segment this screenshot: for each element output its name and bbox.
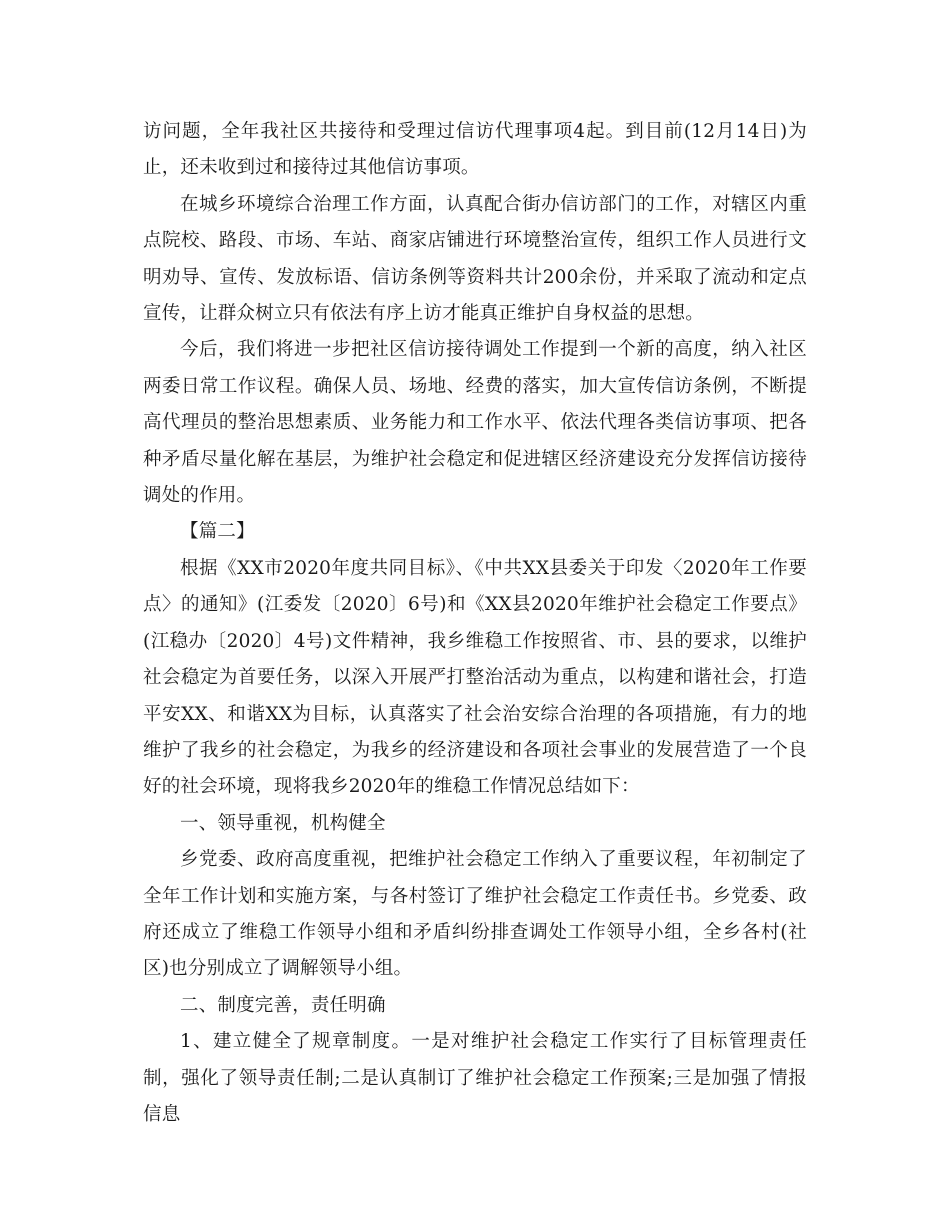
subheading-1: 一、领导重视，机构健全 bbox=[180, 812, 386, 834]
paragraph-2: 在城乡环境综合治理工作方面，认真配合街办信访部门的工作，对辖区内重点院校、路段、市场、车站、商家店铺进行环境整治宣传，组织工作人员进行文明劝导、宣传、发放标语、信访条例等资料共计200余份，并采取了流动和定点宣传，让群众树立只有依法有序上访才能真正维护自身权益的思想。 bbox=[143, 193, 807, 325]
subheading-2: 二、制度完善，责任明确 bbox=[180, 994, 386, 1016]
paragraph-5: 乡党委、政府高度重视，把维护社会稳定工作纳入了重要议程，年初制定了全年工作计划和实施方案，与各村签订了维护社会稳定工作责任书。乡党委、政府还成立了维稳工作领导小组和矛盾纠纷排查调处工作领导小组，全乡各村(社区)也分别成立了调解领导小组。 bbox=[143, 849, 807, 980]
paragraph-3: 今后，我们将进一步把社区信访接待调处工作提到一个新的高度，纳入社区两委日常工作议程。确保人员、场地、经费的落实，加大宣传信访条例，不断提高代理员的整治思想素质、业务能力和工作水平、依法代理各类信访事项、把各种矛盾尽量化解在基层，为维护社会稳定和促进辖区经济建设充分发挥信访接待调处的作用。 bbox=[143, 339, 807, 507]
section-heading-part-two: 【篇二】 bbox=[180, 521, 255, 543]
document-body bbox=[143, 114, 807, 1133]
paragraph-1: 访问题，全年我社区共接待和受理过信访代理事项4起。到目前(12月14日)为止，还未收到过和接待过其他信访事项。 bbox=[143, 121, 807, 179]
paragraph-6: 1、建立健全了规章制度。一是对维护社会稳定工作实行了目标管理责任制，强化了领导责任制;二是认真制订了维护社会稳定工作预案;三是加强了情报信息 bbox=[143, 1031, 807, 1125]
paragraph-4: 根据《XX市2020年度共同目标》、《中共XX县委关于印发〈2020年工作要点〉的通知》(江委发〔2020〕6号)和《XX县2020年维护社会稳定工作要点》(江稳办〔2020〕4号)文件精神，我乡维稳工作按照省、市、县的要求，以维护社会稳定为首要任务，以深入开展严打整治活动为重点，以构建和谐社会，打造平安XX、和谐XX为目标，认真落实了社会治安综合治理的各项措施，有力的地维护了我乡的社会稳定，为我乡的经济建设和各项社会事业的发展营造了一个良好的社会环境，现将我乡2020年的维稳工作情况总结如下： bbox=[143, 557, 807, 798]
